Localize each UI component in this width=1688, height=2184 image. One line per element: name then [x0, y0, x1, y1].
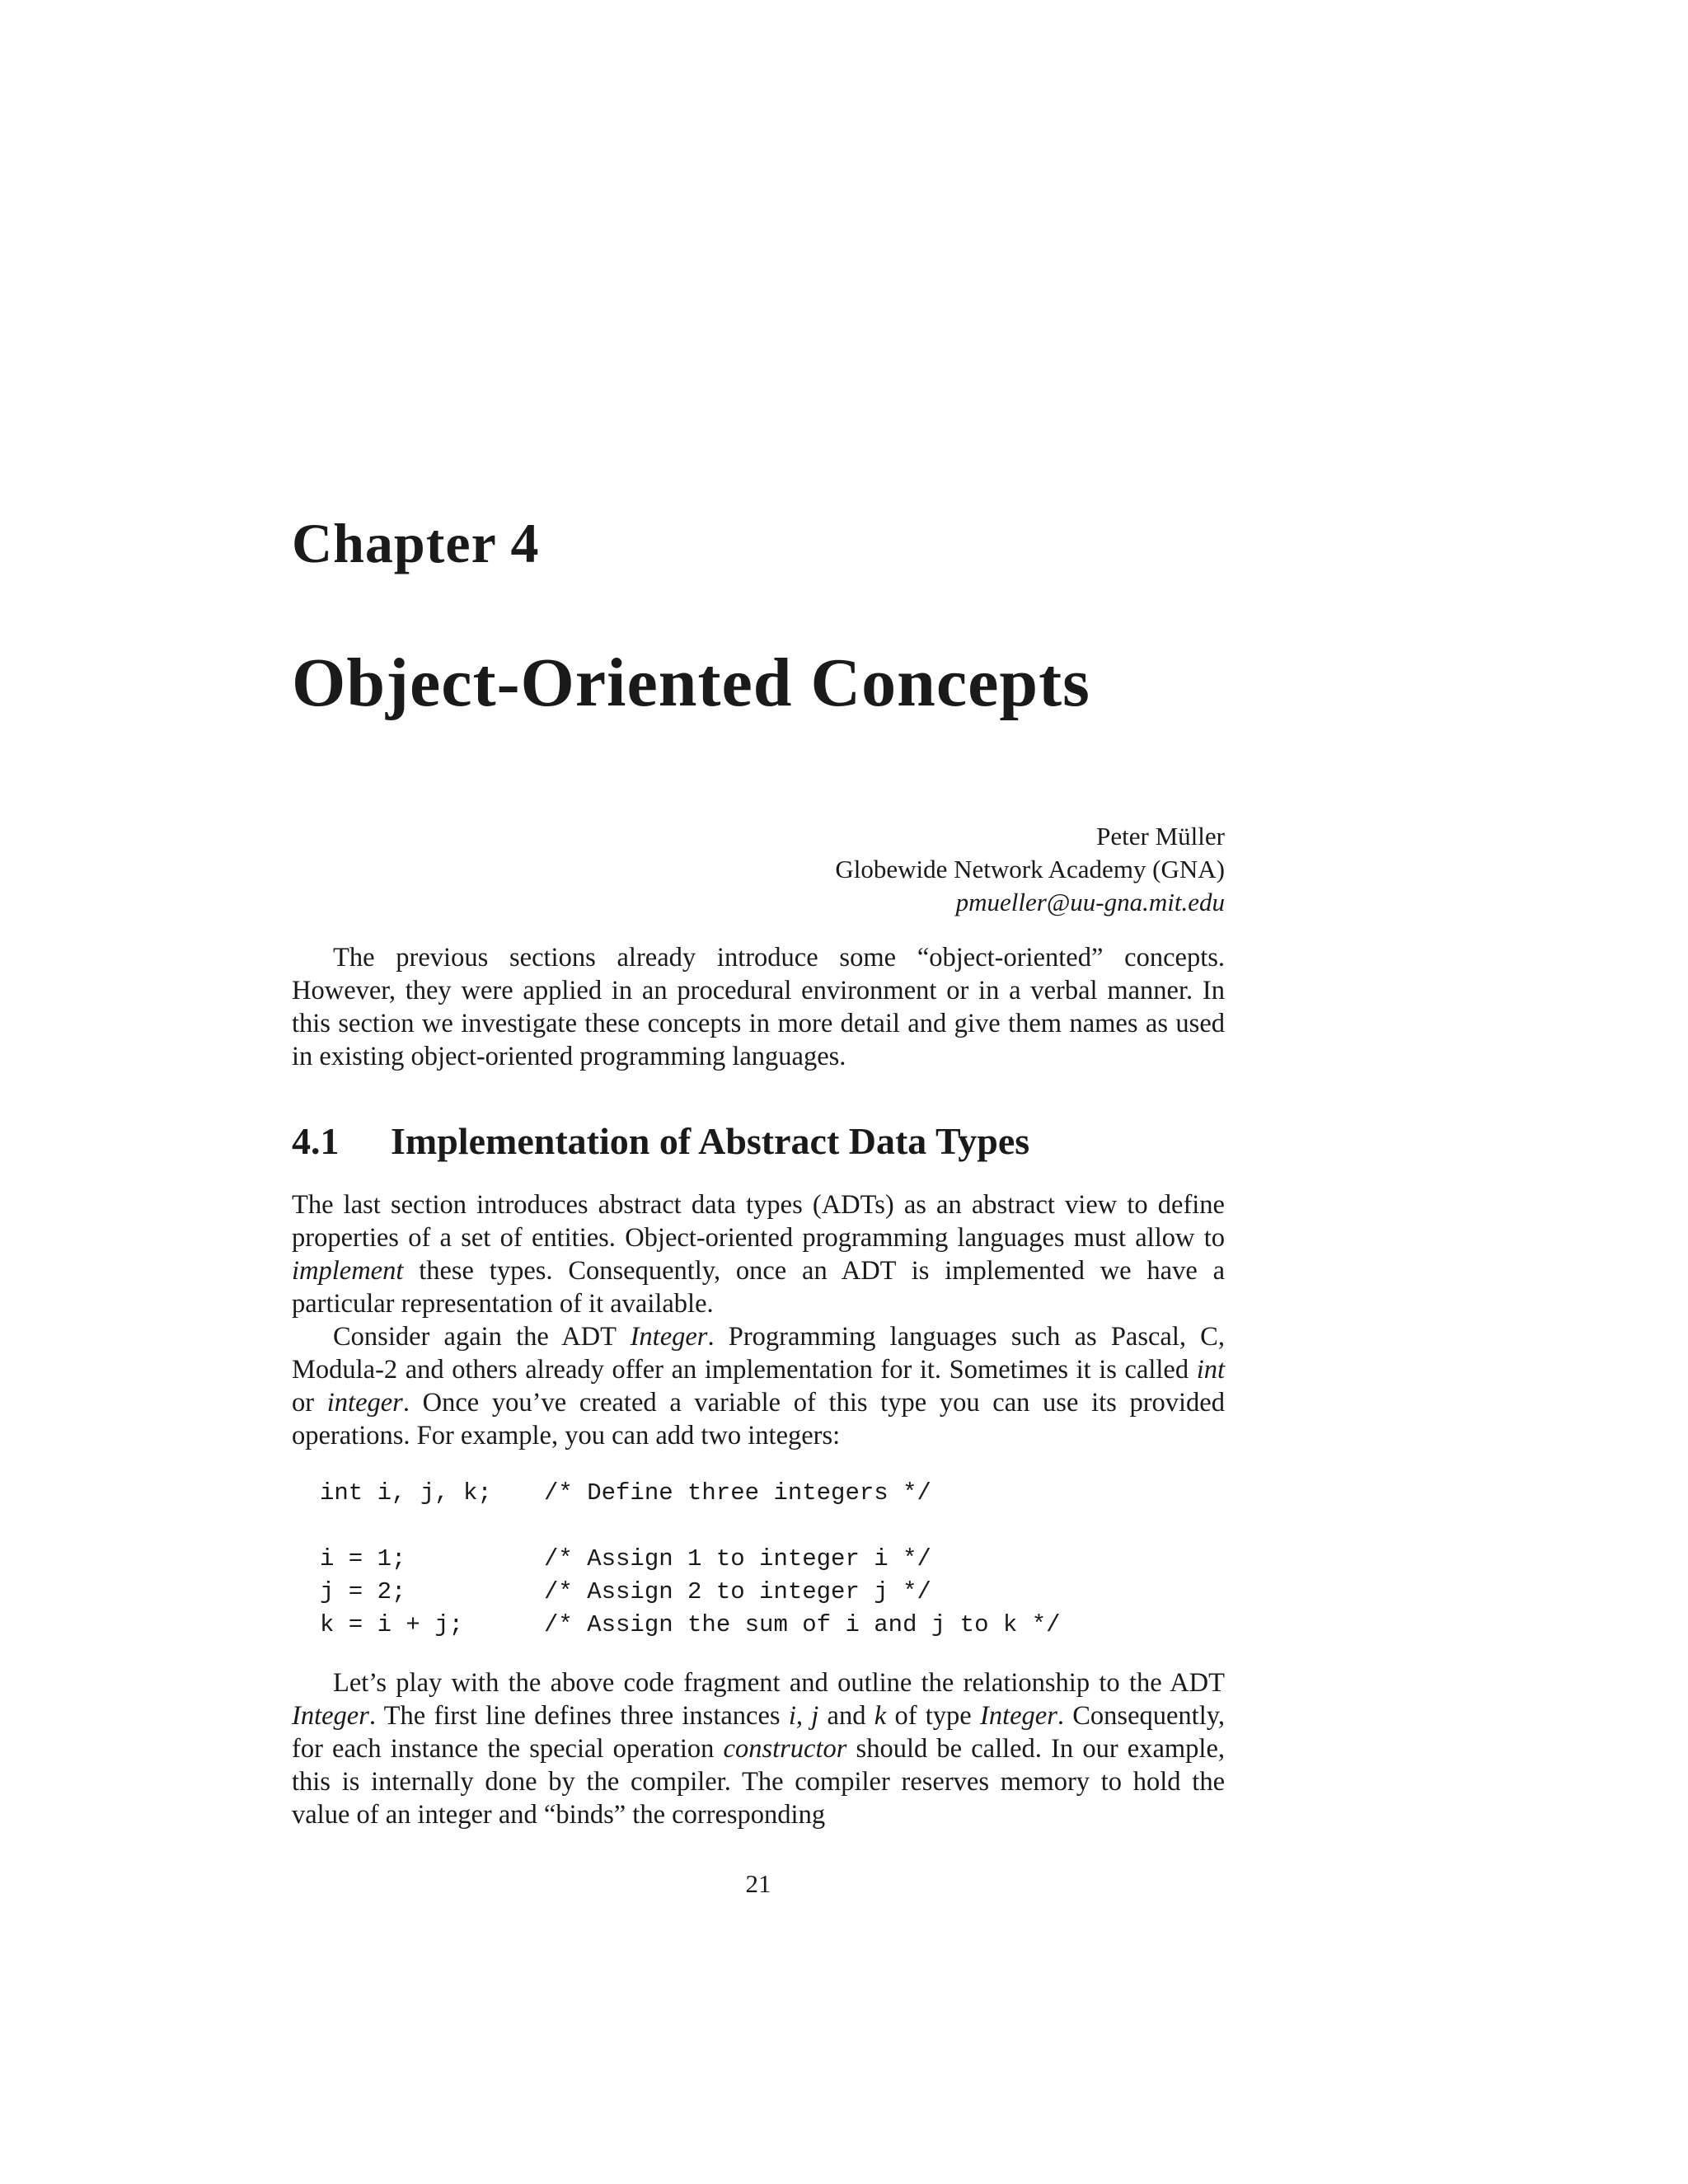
- text-run: Let’s play with the above code fragment and outline the relationship to the ADT: [333, 1668, 1225, 1698]
- text-run: Consider again the ADT: [333, 1322, 631, 1352]
- text-run: . Once you’ve created a variable of this type you can use its provided operations. For example, you can add two integers:: [292, 1388, 1225, 1451]
- emphasis-text: integer: [326, 1388, 403, 1418]
- text-run: or: [292, 1388, 327, 1418]
- emphasis-text: Integer: [292, 1701, 369, 1731]
- emphasis-text: i: [788, 1701, 796, 1731]
- paragraph-integer-adt: [292, 1320, 1225, 1452]
- code-line-blank: [320, 1510, 1061, 1543]
- section-title: Implementation of Abstract Data Types: [391, 1120, 1030, 1162]
- code-line: [320, 1609, 1061, 1642]
- chapter-title: Object-Oriented Concepts: [292, 644, 1090, 721]
- emphasis-text: int: [1196, 1355, 1225, 1385]
- code-statement: k = i + j;: [320, 1611, 464, 1638]
- code-comment: /* Define three integers */: [544, 1479, 931, 1507]
- paragraph-adt-implementation: [292, 1188, 1225, 1320]
- chapter-label: Chapter 4: [292, 512, 540, 574]
- paragraph-code-explanation: [292, 1666, 1225, 1831]
- section-number: 4.1: [292, 1120, 340, 1162]
- emphasis-text: Integer: [980, 1701, 1057, 1731]
- emphasis-text: k: [874, 1701, 887, 1731]
- text-run: these types. Consequently, once an ADT is implemented we have a particular representation of it available.: [292, 1256, 1225, 1319]
- text-run: ,: [795, 1701, 812, 1731]
- author-block: [835, 820, 1225, 919]
- author-email: pmueller@uu-gna.mit.edu: [955, 888, 1225, 916]
- code-comment: /* Assign the sum of i and j to k */: [544, 1611, 1061, 1638]
- code-line: [320, 1576, 1061, 1609]
- text-run: . Consequently, for each instance the special operation: [292, 1701, 1225, 1764]
- text-run: of type: [886, 1701, 980, 1731]
- section-heading: [292, 1119, 1029, 1163]
- page-number: 21: [745, 1869, 771, 1898]
- intro-paragraph-block: [292, 941, 1225, 1073]
- emphasis-text: constructor: [723, 1734, 847, 1764]
- intro-paragraph: The previous sections already introduce some “object-oriented” concepts. However, they were applied in an procedural environment or in a verbal manner. In this section we investigate these concepts in more detail and give them names as used in existing object-oriented programming languages.: [292, 943, 1225, 1071]
- code-statement: int i, j, k;: [320, 1479, 492, 1507]
- text-run: . The first line defines three instances: [368, 1701, 789, 1731]
- post-code-body: [292, 1666, 1225, 1831]
- emphasis-text: j: [811, 1701, 819, 1731]
- text-run: . Programming languages such as Pascal, C, Modula-2 and others already offer an implementation for it. Sometimes it is called: [292, 1322, 1225, 1385]
- author-affiliation: Globewide Network Academy (GNA): [835, 855, 1225, 883]
- code-listing: [320, 1477, 1061, 1642]
- author-name: Peter Müller: [1096, 822, 1225, 851]
- code-line: [320, 1477, 1061, 1510]
- emphasis-text: Integer: [630, 1322, 708, 1352]
- code-comment: /* Assign 2 to integer j */: [544, 1578, 931, 1605]
- text-run: The last section introduces abstract data types (ADTs) as an abstract view to define properties of a set of entities. Object-oriented programming languages must allow to: [292, 1190, 1225, 1253]
- code-line: [320, 1543, 1061, 1576]
- code-comment: /* Assign 1 to integer i */: [544, 1545, 931, 1572]
- text-run: should be called. In our example, this is internally done by the compiler. The compiler reserves memory to hold the value of an integer and “binds” the corresponding: [292, 1734, 1226, 1830]
- section-body: [292, 1188, 1225, 1452]
- emphasis-text: implement: [292, 1256, 404, 1286]
- code-statement: i = 1;: [320, 1545, 406, 1572]
- text-run: and: [818, 1701, 874, 1731]
- code-statement: j = 2;: [320, 1578, 406, 1605]
